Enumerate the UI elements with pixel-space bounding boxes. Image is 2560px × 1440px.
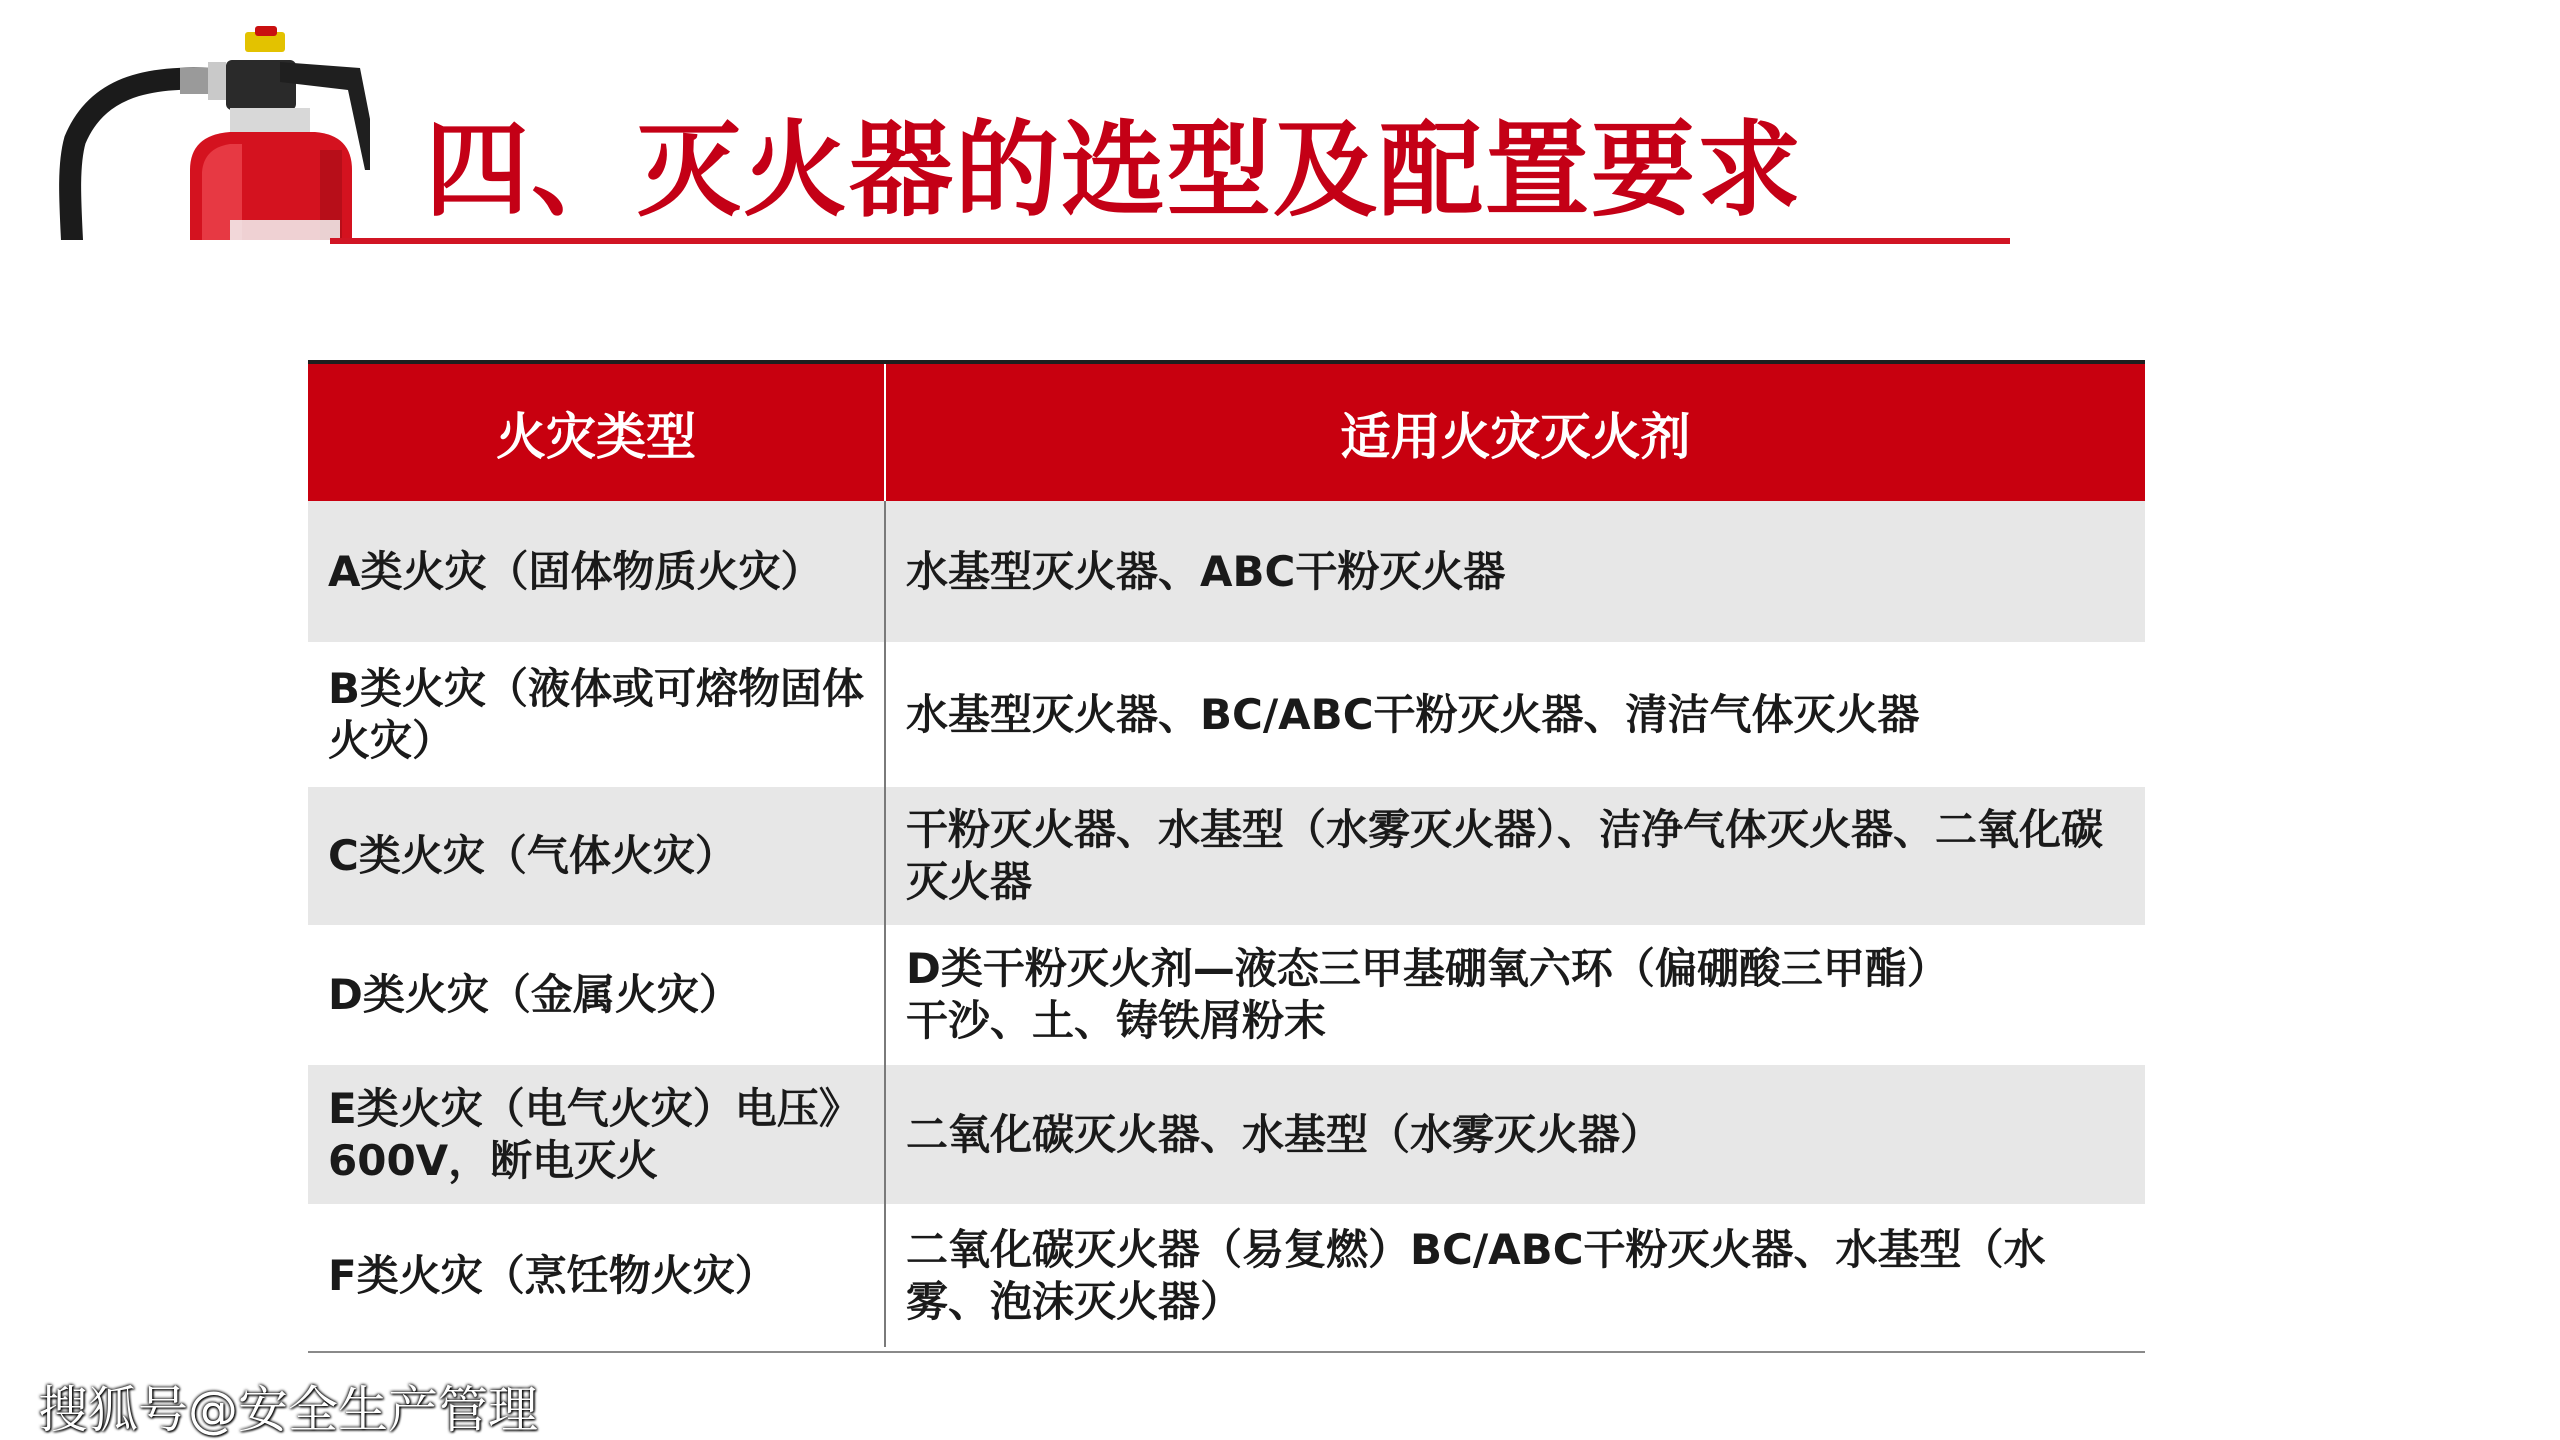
watermark: 搜狐号@安全生产管理: [38, 1381, 538, 1439]
fire-type-cell: B类火灾（液体或可熔物固体火灾）: [308, 642, 885, 787]
table-row: [308, 1204, 2145, 1347]
agent-cell: 二氧化碳灭火器、水基型（水雾灭火器）: [885, 1065, 2145, 1204]
fire-class-table: [308, 360, 2145, 1347]
table-row: [308, 1065, 2145, 1204]
header-fire-type: 火灾类型: [308, 364, 885, 501]
table-row: [308, 925, 2145, 1065]
table-header-row: [308, 364, 2145, 501]
table-bottom-rule: [308, 1351, 2145, 1353]
title-underline: [330, 238, 2010, 244]
agent-cell: 水基型灭火器、ABC干粉灭火器: [885, 501, 2145, 642]
fire-type-cell: C类火灾（气体火灾）: [308, 787, 885, 925]
fire-type-cell: D类火灾（金属火灾）: [308, 925, 885, 1065]
agent-cell: 二氧化碳灭火器（易复燃）BC/ABC干粉灭火器、水基型（水雾、泡沫灭火器）: [885, 1204, 2145, 1347]
agent-cell: 水基型灭火器、BC/ABC干粉灭火器、清洁气体灭火器: [885, 642, 2145, 787]
table-row: [308, 787, 2145, 925]
header-extinguishing-agent: 适用火灾灭火剂: [885, 364, 2145, 501]
fire-type-cell: A类火灾（固体物质火灾）: [308, 501, 885, 642]
fire-type-cell: E类火灾（电气火灾）电压》600V，断电灭火: [308, 1065, 885, 1204]
page-title: 四、灭火器的选型及配置要求: [425, 109, 1804, 231]
table-row: [308, 501, 2145, 642]
agent-cell: D类干粉灭火剂—液态三甲基硼氧六环（偏硼酸三甲酯） 干沙、土、铸铁屑粉末: [885, 925, 2145, 1065]
table-row: [308, 642, 2145, 787]
agent-cell: 干粉灭火器、水基型（水雾灭火器）、洁净气体灭火器、二氧化碳灭火器: [885, 787, 2145, 925]
fire-type-cell: F类火灾（烹饪物火灾）: [308, 1204, 885, 1347]
fire-extinguisher-icon: [30, 20, 370, 240]
